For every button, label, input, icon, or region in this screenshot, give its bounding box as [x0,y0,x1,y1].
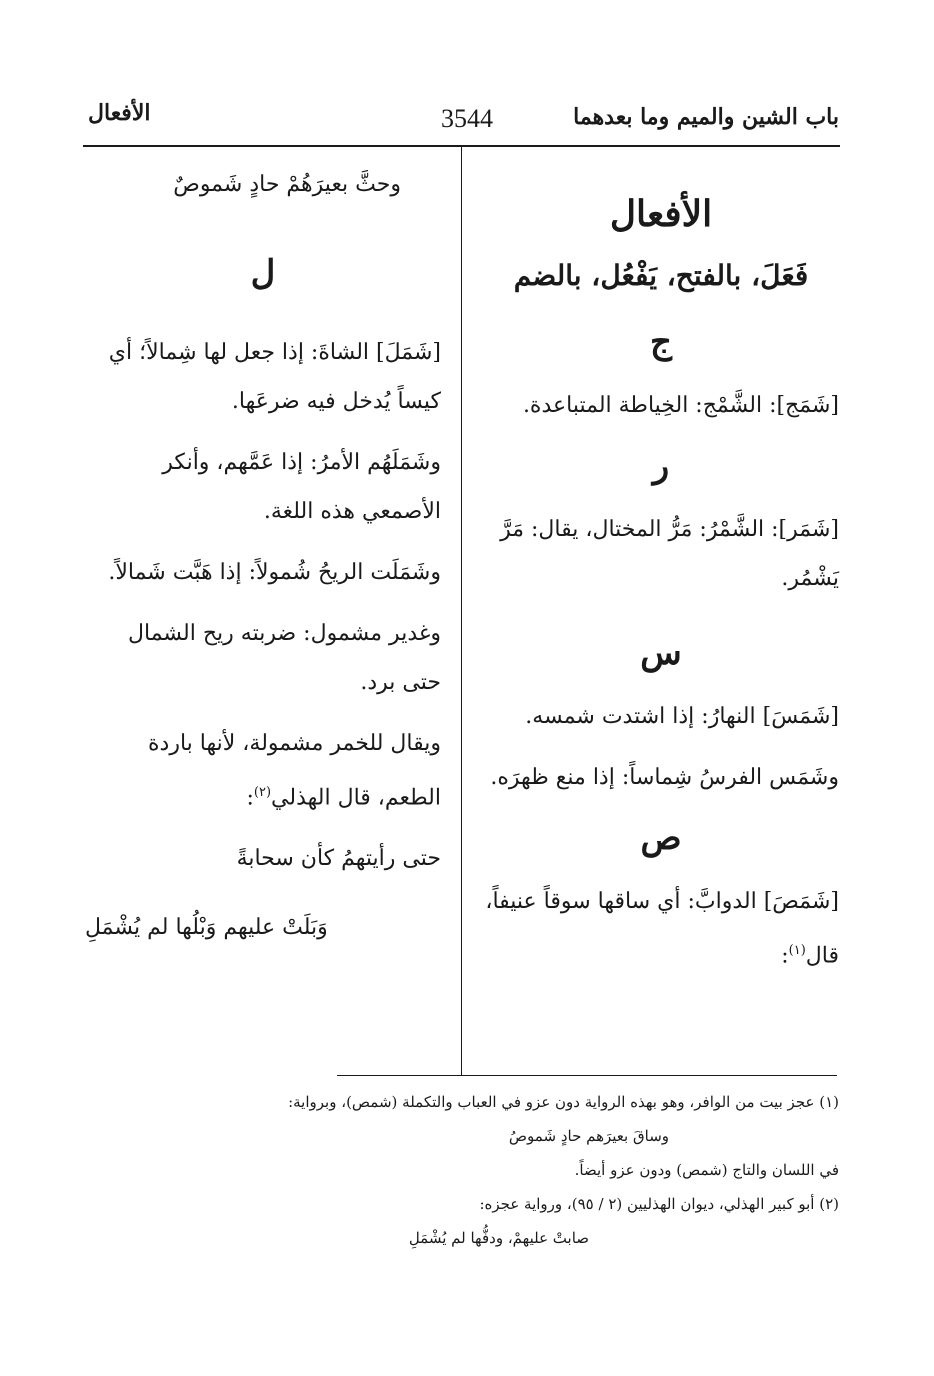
letter-heading-sin: س [640,633,682,673]
entry-shamal-wind: وشَمَلَت الريحُ شُمولاً: إذا هَبَّت شَمالاً. [108,560,441,585]
entry-tail: : [781,943,789,969]
entry-shamas-horse: وشَمَس الفرسُ شِماساً: إذا منع ظهرَه. [490,765,839,790]
section-subtitle: فَعَلَ، بالفتح، يَفْعُل، بالضم [513,259,809,292]
running-header-section: الأفعال [88,100,151,126]
letter-heading-sad: ص [640,818,682,858]
verse-top: وحثَّ بعيرَهُمْ حادٍ شَموصٌ [173,172,401,197]
column-divider [461,147,462,1075]
letter-heading-jim: ج [650,322,672,362]
entry-shamal-matter: وشَمَلَهُم الأمرُ: إذا عَمَّهم، وأنكر الأصمعي هذه اللغة. [162,450,441,524]
letter-heading-ra: ر [652,446,670,486]
footnotes [94,1085,839,1255]
entry-shamaj: [شَمَج]: الشَّمْج: الخِياطة المتباعدة. [522,393,839,418]
letter-heading-lam: ل [250,253,276,293]
entry-shamas-animals [483,877,839,980]
footnote-1-line-1: (١) عجز بيت من الوافر، وهو بهذه الرواية دون عزو في العباب والتكملة (شمص)، وبرواية: [288,1093,839,1111]
entry-shamas: [شَمَسَ] النهارُ: إذا اشتدت شمسه. [525,704,839,729]
footnote-2-line-1: (٢) أبو كبير الهذلي، ديوان الهذليين (٢ / ٩٥)، ورواية عجزه: [479,1195,839,1213]
entry-tail: : [246,785,254,811]
entry-ghadir-mashmul: وغدير مشمول: ضربته ريح الشمال حتى برد. [128,621,441,695]
right-column [483,160,839,992]
footnote-rule [337,1075,837,1076]
verse-second-hemistich: وَبَلَتْ عليهم وَبْلُها لم يُشْمَلِ [85,915,328,941]
entry-shamal-sheep: [شَمَلَ] الشاةَ: إذا جعل لها شِمالاً؛ أي كيساً يُدخل فيه ضرعَها. [108,340,441,414]
verse-first-hemistich: حتى رأيتهمُ كأن سحابةً [236,846,441,872]
entry-shamar: [شَمَر]: الشَّمْرُ: مَرُّ المختال، يقال: مَرَّ يَشْمُر. [500,517,839,591]
footnote-ref-1: (١) [788,943,806,958]
entry-shamas-animals-text: [شَمَصَ] الدوابَّ: أي ساقها سوقاً عنيفاً، قال [485,889,839,969]
left-column [85,160,441,972]
entry-mashmula-text: ويقال للخمر مشمولة، لأنها باردة الطعم، قال الهذلي [148,731,441,811]
footnote-2-verse: صابتْ عليهمْ، ودفُّها لم يُشْمَلِ [408,1229,589,1247]
entry-mashmula-wine [85,719,441,822]
footnote-1-verse: وساقَ بعيرَهم حادٍ شَموصُ [508,1127,669,1145]
footnote-ref-2: (٢) [253,785,272,800]
footnote-1-line-2: في اللسان والتاج (شمص) ودون عزو أيضاً. [574,1161,839,1179]
page-number: 3544 [441,104,493,133]
section-title: الأفعال [609,193,713,235]
running-header-chapter: باب الشين والميم وما بعدهما [573,104,839,130]
